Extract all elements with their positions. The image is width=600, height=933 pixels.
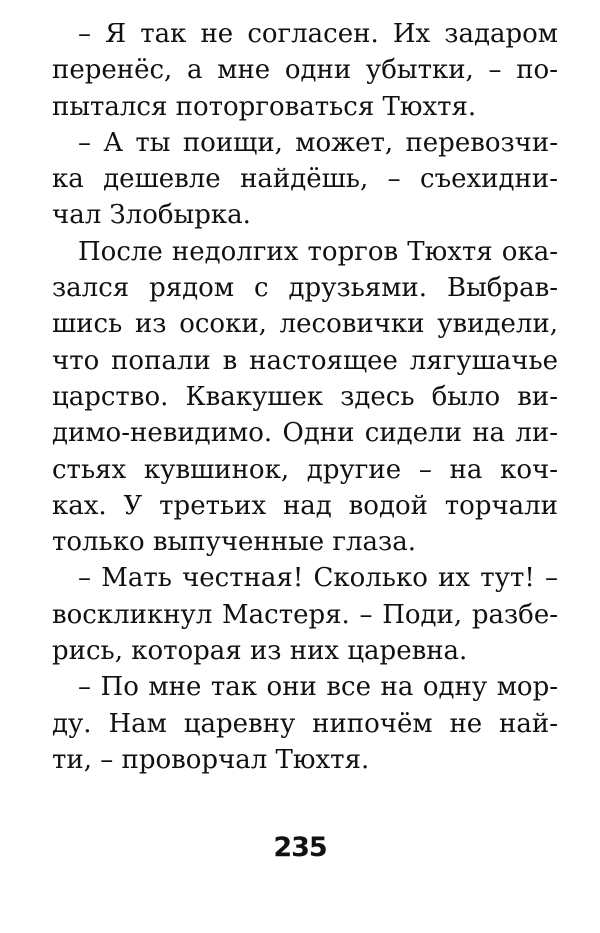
text-line: – Мать честная! Сколько их тут! –: [78, 563, 558, 594]
text-line: димо-невидимо. Одни сидели на ли-: [52, 418, 558, 449]
text-line: После недолгих торгов Тюхтя ока-: [78, 236, 558, 267]
text-line: воскликнул Мастеря. – Поди, разбе-: [52, 599, 558, 630]
text-line: что попали в настоящее лягушачье: [52, 345, 558, 376]
text-line: – А ты поищи, может, перевозчи-: [78, 127, 558, 158]
text-line: шись из осоки, лесовички увидели,: [52, 309, 558, 340]
page-number: 235: [273, 832, 327, 863]
text-line: стьях кувшинок, другие – на коч-: [52, 454, 558, 485]
text-line: зался рядом с друзьями. Выбрав-: [52, 273, 558, 304]
text-line: рись, которая из них царевна.: [52, 636, 468, 667]
text-line: – По мне так они все на одну мор-: [78, 672, 558, 703]
text-line: царство. Квакушек здесь было ви-: [52, 381, 558, 412]
text-line: только выпученные глаза.: [52, 527, 416, 558]
text-line: ти, – проворчал Тюхтя.: [52, 744, 370, 775]
text-line: ках. У третьих над водой торчали: [52, 490, 558, 521]
text-line: ду. Нам царевну нипочём не най-: [52, 708, 558, 739]
text-line: – Я так не согласен. Их задаром: [78, 19, 558, 49]
text-line: ка дешевле найдёшь, – съехидни-: [52, 164, 558, 195]
text-line: пытался поторговаться Тюхтя.: [52, 91, 477, 122]
text-line: перенёс, а мне одни убытки, – по-: [52, 55, 558, 86]
text-line: чал Злобырка.: [52, 200, 251, 231]
book-page-text: [52, 16, 558, 778]
